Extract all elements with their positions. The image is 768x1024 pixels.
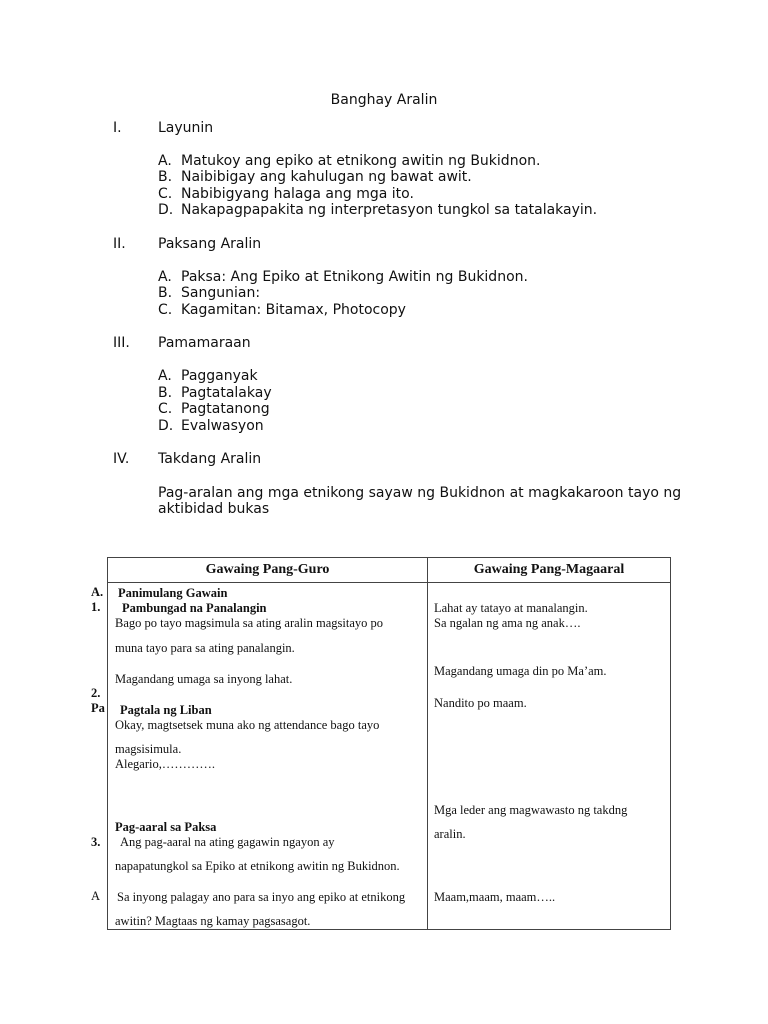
subheading: Panimulang Gawain bbox=[118, 586, 228, 600]
teacher-line: Ang pag-aaral na ating gagawin ngayon ay bbox=[120, 835, 335, 849]
page-title: Banghay Aralin bbox=[330, 92, 438, 108]
student-line: Nandito po maam. bbox=[434, 696, 527, 710]
list-item-letter: B. bbox=[158, 285, 173, 301]
table-header-row bbox=[108, 558, 671, 583]
list-item: Evalwasyon bbox=[181, 418, 264, 434]
list-item: Kagamitan: Bitamax, Photocopy bbox=[181, 302, 406, 318]
section-2-heading: Paksang Aralin bbox=[158, 236, 262, 252]
teacher-activities-cell bbox=[108, 583, 428, 930]
list-item-letter: C. bbox=[158, 401, 173, 417]
student-line: Magandang umaga din po Ma’am. bbox=[434, 664, 607, 678]
list-item: Pagtatalakay bbox=[181, 385, 272, 401]
table-row bbox=[108, 583, 671, 930]
margin-label: 2. bbox=[91, 686, 101, 700]
margin-label: A. bbox=[91, 585, 104, 599]
teacher-line: magsisimula. bbox=[115, 742, 182, 756]
list-item: Paksa: Ang Epiko at Etnikong Awitin ng Bukidnon. bbox=[181, 269, 528, 285]
lesson-table bbox=[107, 557, 671, 930]
section-4-heading: Takdang Aralin bbox=[158, 451, 262, 467]
section-4-numeral: IV. bbox=[113, 451, 130, 467]
paragraph-line: Pag-aralan ang mga etnikong sayaw ng Bukidnon at magkakaroon tayo ng bbox=[158, 485, 682, 501]
teacher-line: Okay, magtsetsek muna ako ng attendance bago tayo bbox=[115, 718, 380, 732]
section-2-numeral: II. bbox=[113, 236, 126, 252]
student-activities-cell bbox=[428, 583, 671, 930]
student-line: Sa ngalan ng ama ng anak…. bbox=[434, 616, 581, 630]
list-item-letter: C. bbox=[158, 302, 173, 318]
list-item-letter: D. bbox=[158, 202, 174, 218]
list-item-letter: A. bbox=[158, 368, 172, 384]
list-item-letter: A. bbox=[158, 153, 172, 169]
margin-label: A bbox=[91, 889, 101, 903]
list-item: Pagganyak bbox=[181, 368, 258, 384]
teacher-line: Alegario,…………. bbox=[115, 757, 215, 771]
subheading: Pambungad na Panalangin bbox=[122, 601, 267, 615]
margin-label: 3. bbox=[91, 835, 101, 849]
subheading: Pag-aaral sa Paksa bbox=[115, 820, 217, 834]
list-item: Pagtatanong bbox=[181, 401, 270, 417]
list-item-letter: D. bbox=[158, 418, 174, 434]
student-line: Maam,maam, maam….. bbox=[434, 890, 556, 904]
margin-label: 1. bbox=[91, 600, 101, 614]
list-item-letter: B. bbox=[158, 385, 173, 401]
list-item: Naibibigay ang kahulugan ng bawat awit. bbox=[181, 169, 472, 185]
section-3-heading: Pamamaraan bbox=[158, 335, 251, 351]
student-line: Mga leder ang magwawasto ng takdng bbox=[434, 803, 628, 817]
student-line: Lahat ay tatayo at manalangin. bbox=[434, 601, 588, 615]
section-1-numeral: I. bbox=[113, 120, 122, 136]
list-item: Matukoy ang epiko at etnikong awitin ng Bukidnon. bbox=[181, 153, 541, 169]
list-item: Sangunian: bbox=[181, 285, 261, 301]
teacher-column-header: Gawaing Pang-Guro bbox=[108, 558, 428, 583]
list-item-letter: B. bbox=[158, 169, 173, 185]
section-1-heading: Layunin bbox=[158, 120, 214, 136]
list-item-letter: C. bbox=[158, 186, 173, 202]
teacher-line: Magandang umaga sa inyong lahat. bbox=[115, 672, 293, 686]
student-line: aralin. bbox=[434, 827, 466, 841]
teacher-line: awitin? Magtaas ng kamay pagsasagot. bbox=[115, 914, 311, 928]
teacher-line: napapatungkol sa Epiko at etnikong awitin ng Bukidnon. bbox=[115, 859, 400, 873]
paragraph-line: aktibidad bukas bbox=[158, 501, 270, 517]
list-item-letter: A. bbox=[158, 269, 172, 285]
margin-label: Pa bbox=[91, 701, 105, 715]
section-3-numeral: III. bbox=[113, 335, 130, 351]
list-item: Nakapagpapakita ng interpretasyon tungkol sa tatalakayin. bbox=[181, 202, 598, 218]
teacher-line: Bago po tayo magsimula sa ating aralin magsitayo po bbox=[115, 616, 383, 630]
subheading: Pagtala ng Liban bbox=[120, 703, 212, 717]
teacher-line: muna tayo para sa ating panalangin. bbox=[115, 641, 295, 655]
list-item: Nabibigyang halaga ang mga ito. bbox=[181, 186, 414, 202]
teacher-line: Sa inyong palagay ano para sa inyo ang epiko at etnikong bbox=[117, 890, 406, 904]
student-column-header: Gawaing Pang-Magaaral bbox=[428, 558, 671, 583]
